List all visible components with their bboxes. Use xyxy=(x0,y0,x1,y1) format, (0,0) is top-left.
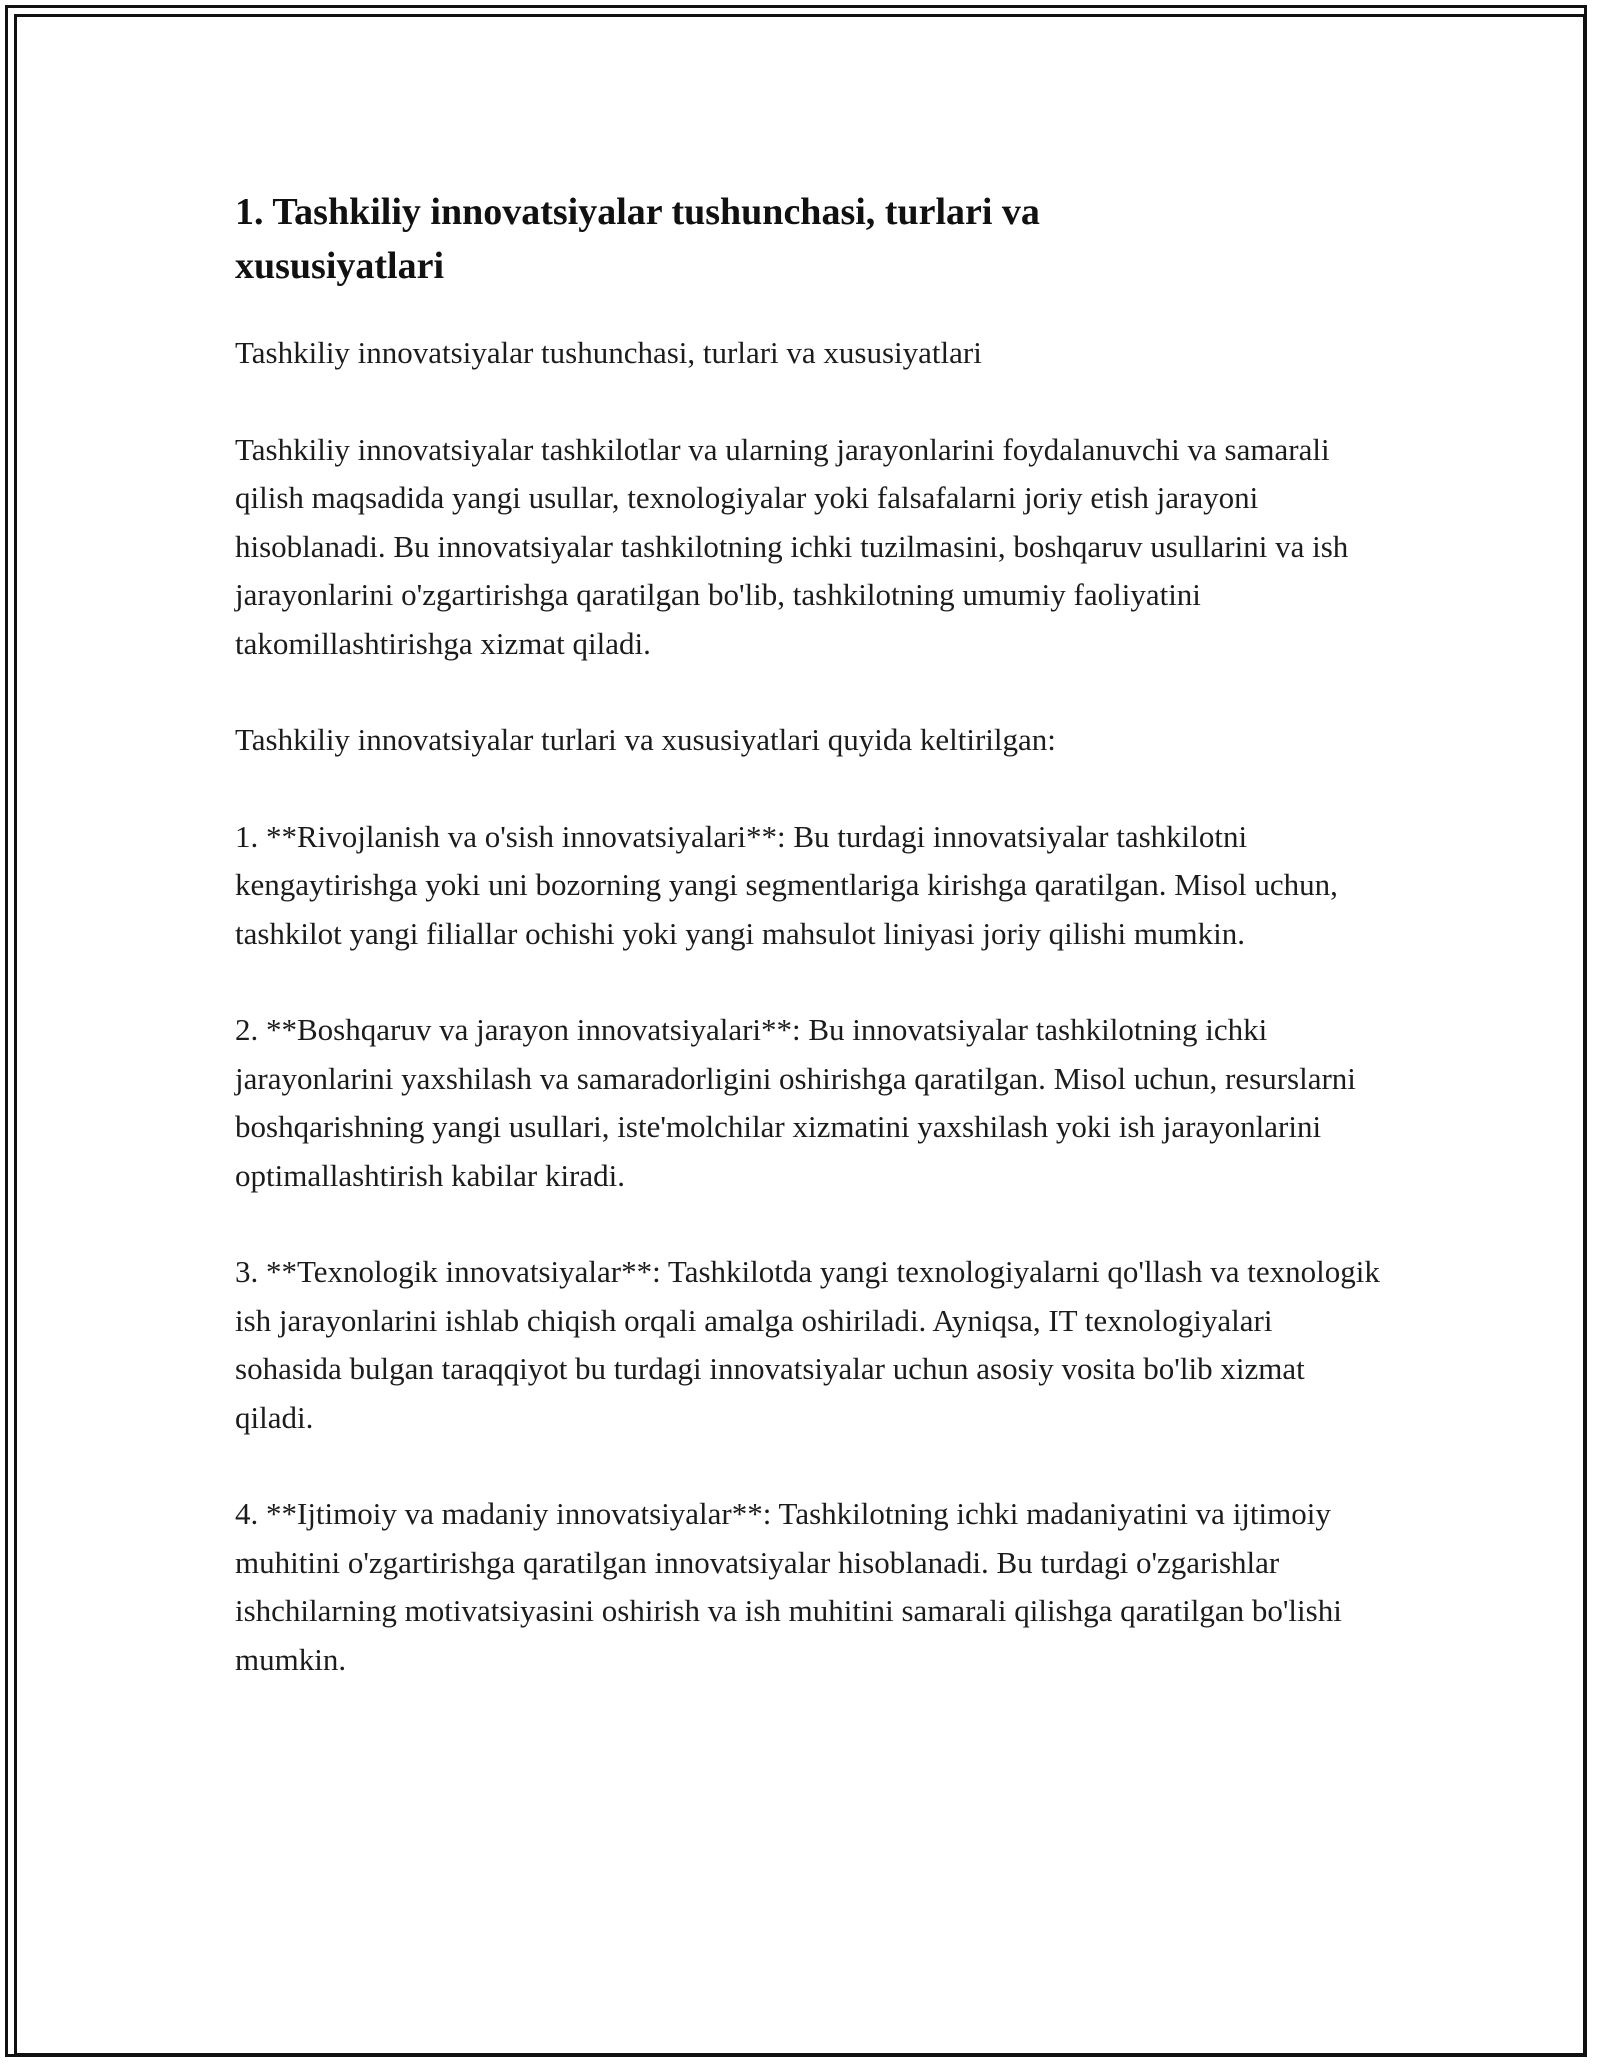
list-item-2: 2. **Boshqaruv va jarayon innovatsiyalari**: Bu innovatsiyalar tashkilotning ichki jarayonlarini yaxshilash va samaradorligini oshirishga qaratilgan. Misol uchun, resurslarni boshqarishning yangi usullari, iste'molchilar xizmatini yaxshilash yoki ish jarayonlarini optimallashtirish kabilar kiradi. xyxy=(235,1012,1356,1193)
list-item-3: 3. **Texnologik innovatsiyalar**: Tashkilotda yangi texnologiyalarni qo'llash va texnologik ish jarayonlarini ishlab chiqish orqali amalga oshiriladi. Ayniqsa, IT texnologiyalari sohasida bulgan taraqqiyot bu turdagi innovatsiyalar uchun asosiy vosita bo'lib xizmat qiladi. xyxy=(235,1254,1380,1435)
paragraph-intro: Tashkiliy innovatsiyalar tashkilotlar va ularning jarayonlarini foydalanuvchi va samarali qilish maqsadida yangi usullar, texnologiyalar yoki falsafalarni joriy etish jarayoni hisoblanadi. Bu innovatsiyalar tashkilotning ichki tuzilmasini, boshqaruv usullarini va ish jarayonlarini o'zgartirishga qaratilgan bo'lib, tashkilotning umumiy faoliyatini takomillashtirishga xizmat qiladi. xyxy=(235,431,1349,661)
list-item-4: 4. **Ijtimoiy va madaniy innovatsiyalar**: Tashkilotning ichki madaniyatini va ijtimoiy muhitini o'zgartirishga qaratilgan innovatsiyalar hisoblanadi. Bu turdagi o'zgarishlar ishchilarning motivatsiyasini oshirish va ish muhitini samarali qilishga qaratilgan bo'lishi mumkin. xyxy=(235,1496,1342,1677)
paragraph-list-lead: Tashkiliy innovatsiyalar turlari va xususiyatlari quyida keltirilgan: xyxy=(235,722,1056,757)
document-body xyxy=(235,185,1385,1732)
document-heading: 1. Tashkiliy innovatsiyalar tushunchasi, turlari va xususiyatlari xyxy=(235,191,1040,287)
list-item-1: 1. **Rivojlanish va o'sish innovatsiyalari**: Bu turdagi innovatsiyalar tashkilotni kengaytirishga yoki uni bozorning yangi segmentlariga kirishga qaratilgan. Misol uchun, tashkilot yangi filiallar ochishi yoki yangi mahsulot liniyasi joriy qilishi mumkin. xyxy=(235,818,1338,951)
document-subtitle: Tashkiliy innovatsiyalar tushunchasi, turlari va xususiyatlari xyxy=(235,335,982,370)
